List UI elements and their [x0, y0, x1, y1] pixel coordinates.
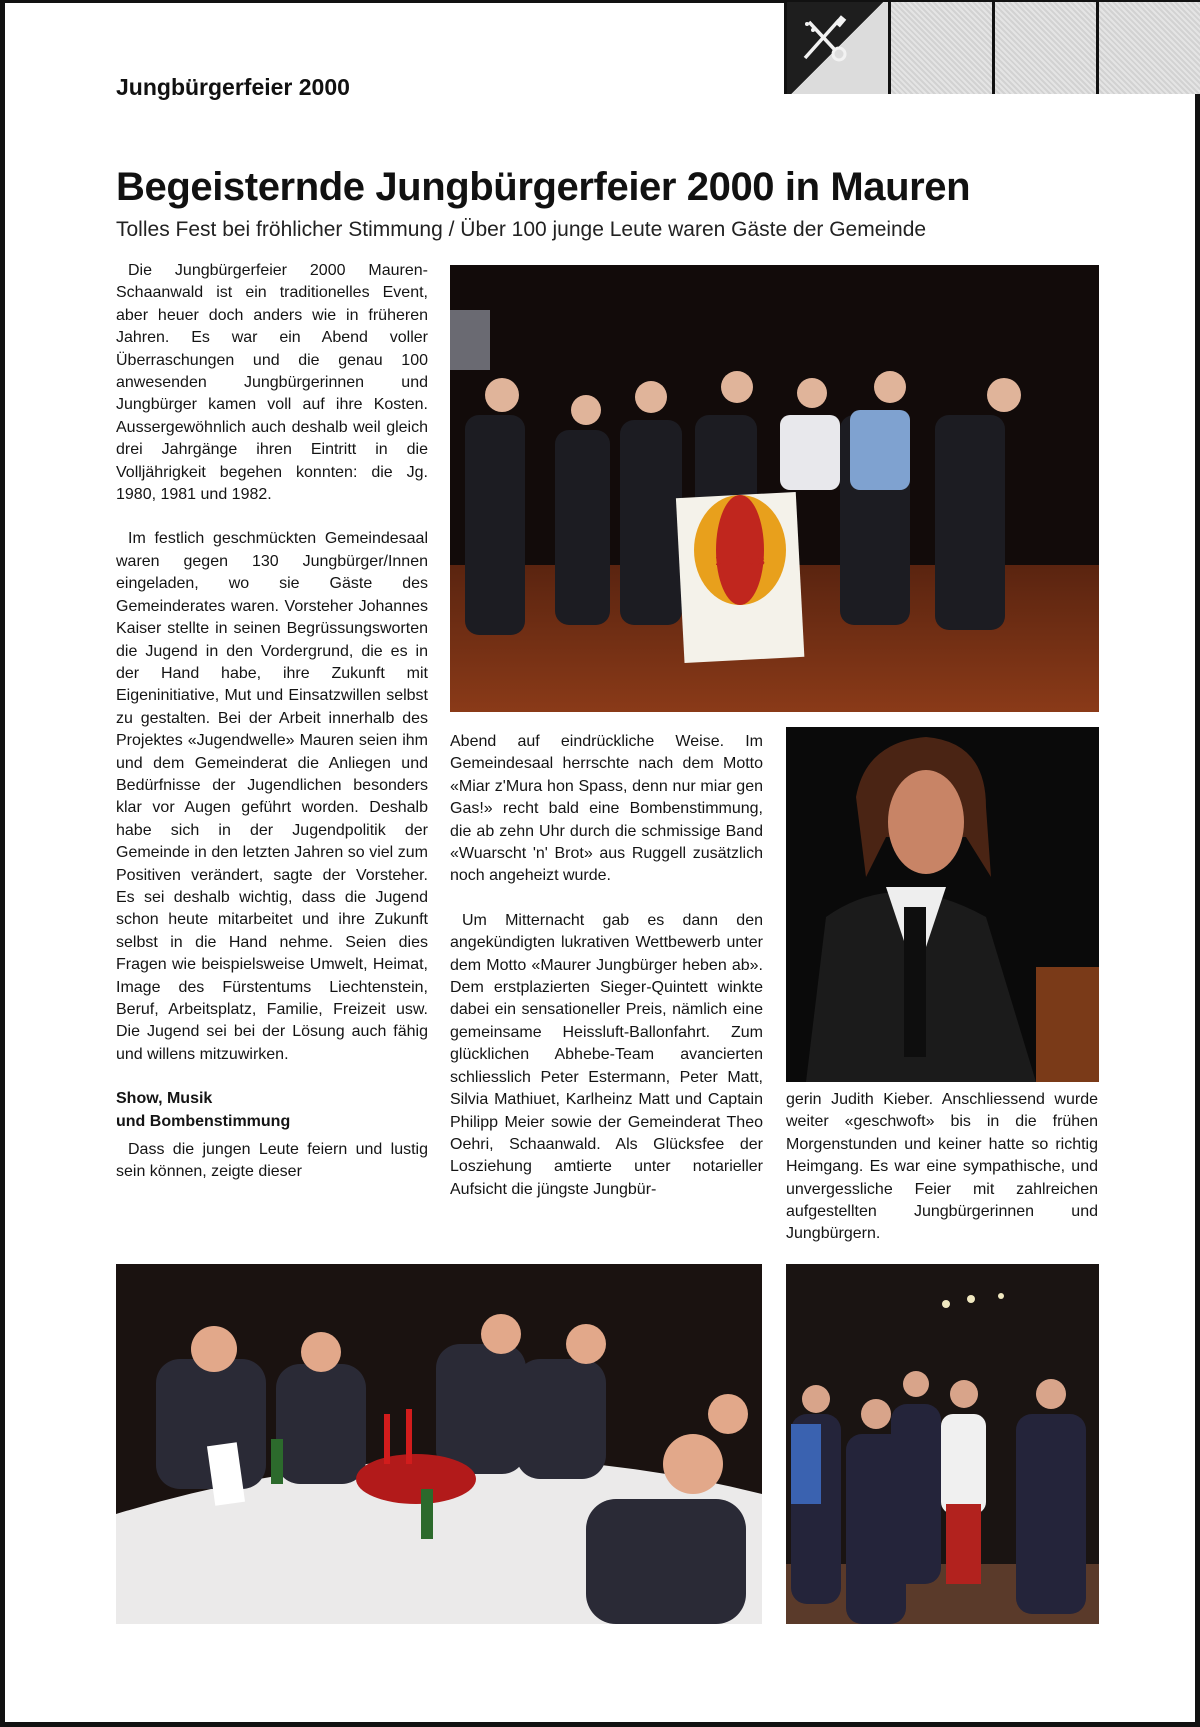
paragraph: Im festlich geschmückten Gemeindesaal waren gegen 130 Jungbürger/Innen eingeladen, wo sie Gäste des Gemeinderates waren. Vorsteher Johannes Kaiser stellte in seinen Begrüssungsworten die Jugend in den Vordergrund, die es in der Hand habe, ihre Zukunft mit Eigeninitiative, Mut und Einsatzwillen selbst zu gestalten. Bei der Arbeit innerhalb des Projektes «Jugendwelle» Mauren seien ihm und dem Gemeinderat die Anliegen und Bedürfnisse der Jugendlichen besonders klar vor Augen geführt worden. Deshalb habe sich in der Jugendpolitik der Gemeinde in den letzten Jahren so viel zum Positiven verändert, sagte der Vorsteher. Es sei deshalb wichtig, dass die Jugend schon heute mitarbeitet und ihre Zukunft selbst in die Hand nehme. Seien dies Fragen wie beispielsweise Umwelt, Heimat, Image des Fürstentums Liechtenstein, Beruf, Arbeitsplatz, Familie, Freizeit usw. Die Jugend sei bei der Lösung auch fähig und willens mitzuwirken. [116, 530, 428, 1063]
article-headline: Begeisternde Jungbürgerfeier 2000 in Mauren [116, 165, 971, 209]
running-title: Jungbürgerfeier 2000 [116, 74, 350, 100]
text-column-1 [116, 260, 428, 1206]
section-tab-3[interactable] [995, 2, 1099, 94]
text-column-2 [450, 731, 763, 1223]
paragraph: Abend auf eindrückliche Weise. Im Gemeindesaal herrschte nach dem Motto «Miar z'Mura hon Spass, denn nur miar gen Gas!» recht bald eine Bombenstimmung, die ab zehn Uhr durch die schmissige Band «Wuarscht 'n' Brot» aus Ruggell zusätzlich noch angeheizt wurde. [450, 733, 763, 885]
photo-party-table [116, 1264, 762, 1624]
poster-text: 1. Preis [715, 552, 765, 568]
section-tab-4[interactable] [1099, 2, 1200, 94]
paragraph: Um Mitternacht gab es dann den angekündigten lukrativen Wettbewerb unter dem Motto «Maurer Jungbürger heben ab». Dem erstplazierten Sieger-Quintett winkte dabei ein sensationeller Preis, nämlich eine gemeinsame Heissluft-Ballonfahrt. Zum glücklichen Abhebe-Team avancierten schliesslich Peter Estermann, Peter Matt, Silvia Mathiuet, Karlheinz Matt und Captain Philipp Meier sowie der Gemeinderat Theo Oehri, Schaanwald. Als Glücksfee der Losziehung amtierte unter notarieller Aufsicht die jüngste Jungbür- [450, 911, 763, 1198]
subhead-line: und Bombenstimmung [116, 1112, 291, 1130]
paragraph: Die Jungbürgerfeier 2000 Mauren-Schaanwald ist ein traditionelles Event, aber heuer doch anders wie in früheren Jahren. Es war ein Abend voller Überraschungen und die genau 100 anwesenden Jungbürgerinnen und Jungbürger kamen voll auf ihre Kosten. Aussergewöhnlich auch deshalb weil gleich drei Jahrgänge ihren Eintritt in die Volljährigkeit begehen konnten: die Jg. 1980, 1981 und 1982. [116, 262, 428, 504]
photo-dance-floor [786, 1264, 1099, 1624]
article-subheadline: Tolles Fest bei fröhlicher Stimmung / Über 100 junge Leute waren Gäste der Gemeinde [116, 218, 927, 241]
photo-group-winners [450, 265, 1099, 712]
crossed-tools-emblem-icon [795, 10, 857, 72]
section-tab-active[interactable] [787, 2, 891, 94]
section-subhead [116, 1088, 428, 1133]
text-column-3 [786, 1089, 1098, 1268]
section-tabs [784, 2, 1200, 94]
subhead-line: Show, Musik [116, 1090, 213, 1108]
paragraph: gerin Judith Kieber. Anschliessend wurde weiter «geschwoft» bis in die frühen Morgenstunden und keiner hatte so richtig Heimgang. Es war eine sympathische, und unvergessliche Feier mit zahlreichen aufgestellten Jungbürgerinnen und Jungbürgern. [786, 1091, 1098, 1243]
section-tab-2[interactable] [891, 2, 995, 94]
photo-portrait-band-member [786, 727, 1099, 1082]
paragraph: Dass die jungen Leute feiern und lustig sein können, zeigte dieser [116, 1141, 428, 1181]
